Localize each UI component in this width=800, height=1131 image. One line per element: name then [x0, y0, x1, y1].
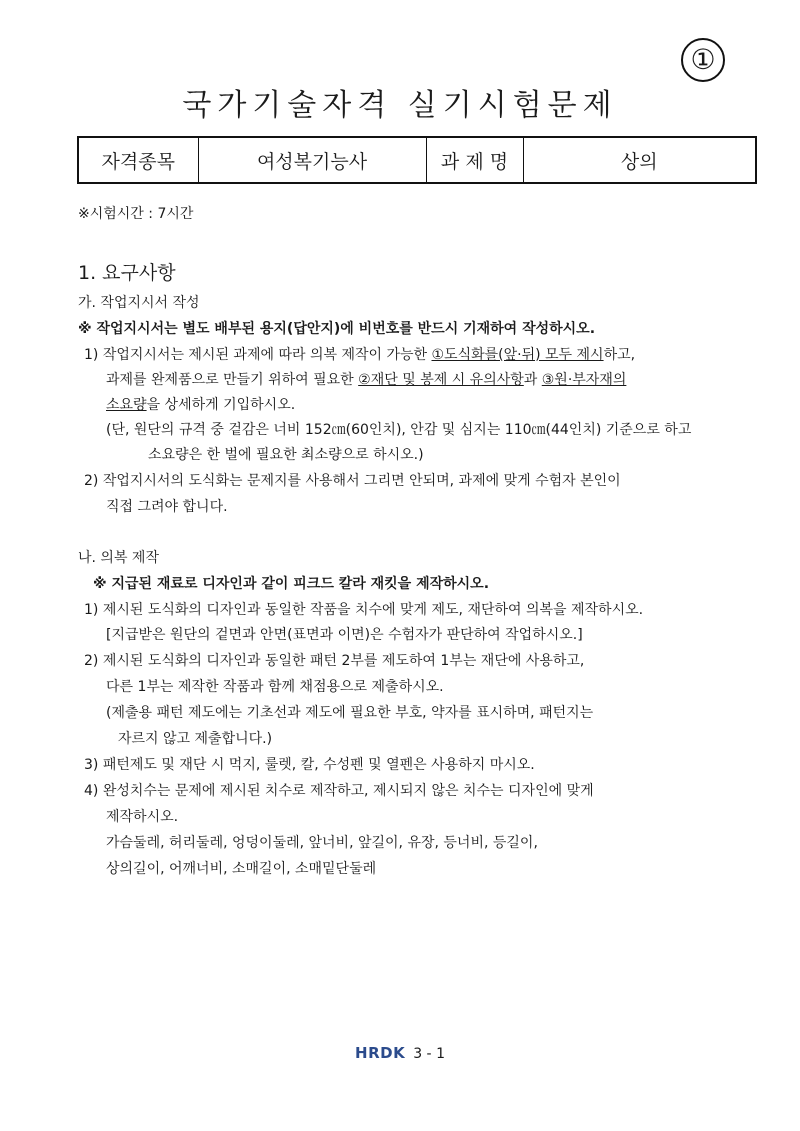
measurement-list-1: 가슴둘레, 허리둘레, 엉덩이둘레, 앞너비, 앞길이, 유장, 등너비, 등길이, — [106, 835, 538, 851]
exam-time: ※시험시간 : 7시간 — [78, 206, 194, 222]
field-value-task: 상의 — [523, 137, 756, 183]
text-span: 하고, — [603, 347, 636, 363]
work-order-item-1-cont — [106, 369, 626, 389]
field-label-task: 과 제 명 — [426, 137, 523, 183]
document-title: 국가기술자격 실기시험문제 — [182, 88, 618, 123]
garment-item-2-note: (제출용 패턴 제도에는 기초선과 제도에 필요한 부호, 약자를 표시하며, 패턴지는 — [106, 705, 594, 721]
note-work-order: ※ 작업지시서는 별도 배부된 용지(답안지)에 비번호를 반드시 기재하여 작성하시오. — [78, 321, 596, 337]
note-garment: ※ 지급된 재료로 디자인과 같이 피크드 칼라 재킷을 제작하시오. — [93, 576, 490, 592]
work-order-item-2: 2) 작업지시서의 도식화는 문제지를 사용해서 그리면 안되며, 과제에 맞게 수험자 본인이 — [84, 473, 621, 489]
underlined-text: 소요량 — [106, 397, 147, 413]
underlined-text: ③원·부자재의 — [541, 372, 627, 388]
subsection-heading-garment: 나. 의복 제작 — [78, 550, 159, 566]
work-order-item-1-note-cont: 소요량은 한 벌에 필요한 최소량으로 하시오.) — [148, 447, 424, 463]
text-span: 을 상세하게 기입하시오. — [146, 397, 296, 413]
work-order-item-1 — [84, 344, 635, 364]
garment-item-4-cont: 제작하시오. — [106, 809, 179, 825]
work-order-item-1-cont2 — [106, 394, 295, 414]
garment-item-2: 2) 제시된 도식화의 디자인과 동일한 패턴 2부를 제도하여 1부는 재단에 사용하고, — [84, 653, 585, 669]
garment-item-2-cont: 다른 1부는 제작한 작품과 함께 채점용으로 제출하시오. — [106, 679, 444, 695]
text-span: 과 — [523, 372, 542, 388]
field-value-qualification: 여성복기능사 — [198, 137, 426, 183]
field-label-qualification: 자격종목 — [78, 137, 198, 183]
work-order-item-1-note: (단, 원단의 규격 중 겉감은 너비 152㎝(60인치), 안감 및 심지는 110㎝(44인치) 기준으로 하고 — [106, 422, 692, 438]
underlined-text: ①도식화를(앞·뒤) 모두 제시 — [431, 347, 604, 363]
garment-item-1-cont: [지급받은 원단의 겉면과 안면(표면과 이면)은 수험자가 판단하여 작업하시오.] — [106, 627, 583, 643]
subsection-heading-work-order: 가. 작업지시서 작성 — [78, 295, 200, 311]
footer-page-number: 3 - 1 — [413, 1046, 445, 1062]
underlined-text: ②재단 및 봉제 시 유의사항 — [358, 372, 524, 388]
page-footer — [0, 1044, 800, 1062]
garment-item-2-note-cont: 자르지 않고 제출합니다.) — [118, 731, 273, 747]
garment-item-4: 4) 완성치수는 문제에 제시된 치수로 제작하고, 제시되지 않은 치수는 디자인에 맞게 — [84, 783, 594, 799]
exam-info-table — [77, 136, 757, 184]
measurement-list-2: 상의길이, 어깨너비, 소매길이, 소매밑단둘레 — [106, 861, 377, 877]
text-span: 과제를 완제품으로 만들기 위하여 필요한 — [106, 372, 359, 388]
hrdk-logo: HRDK — [355, 1044, 406, 1062]
text-span: 1) 작업지시서는 제시된 과제에 따라 의복 제작이 가능한 — [84, 347, 432, 363]
work-order-item-2-cont: 직접 그려야 합니다. — [106, 499, 228, 515]
page-number-mark: ① — [681, 38, 725, 82]
garment-item-1: 1) 제시된 도식화의 디자인과 동일한 작품을 치수에 맞게 제도, 재단하여 의복을 제작하시오. — [84, 602, 644, 618]
garment-item-3: 3) 패턴제도 및 재단 시 먹지, 룰렛, 칼, 수성펜 및 열펜은 사용하지 마시오. — [84, 757, 535, 773]
section-heading-requirements: 1. 요구사항 — [78, 262, 176, 284]
